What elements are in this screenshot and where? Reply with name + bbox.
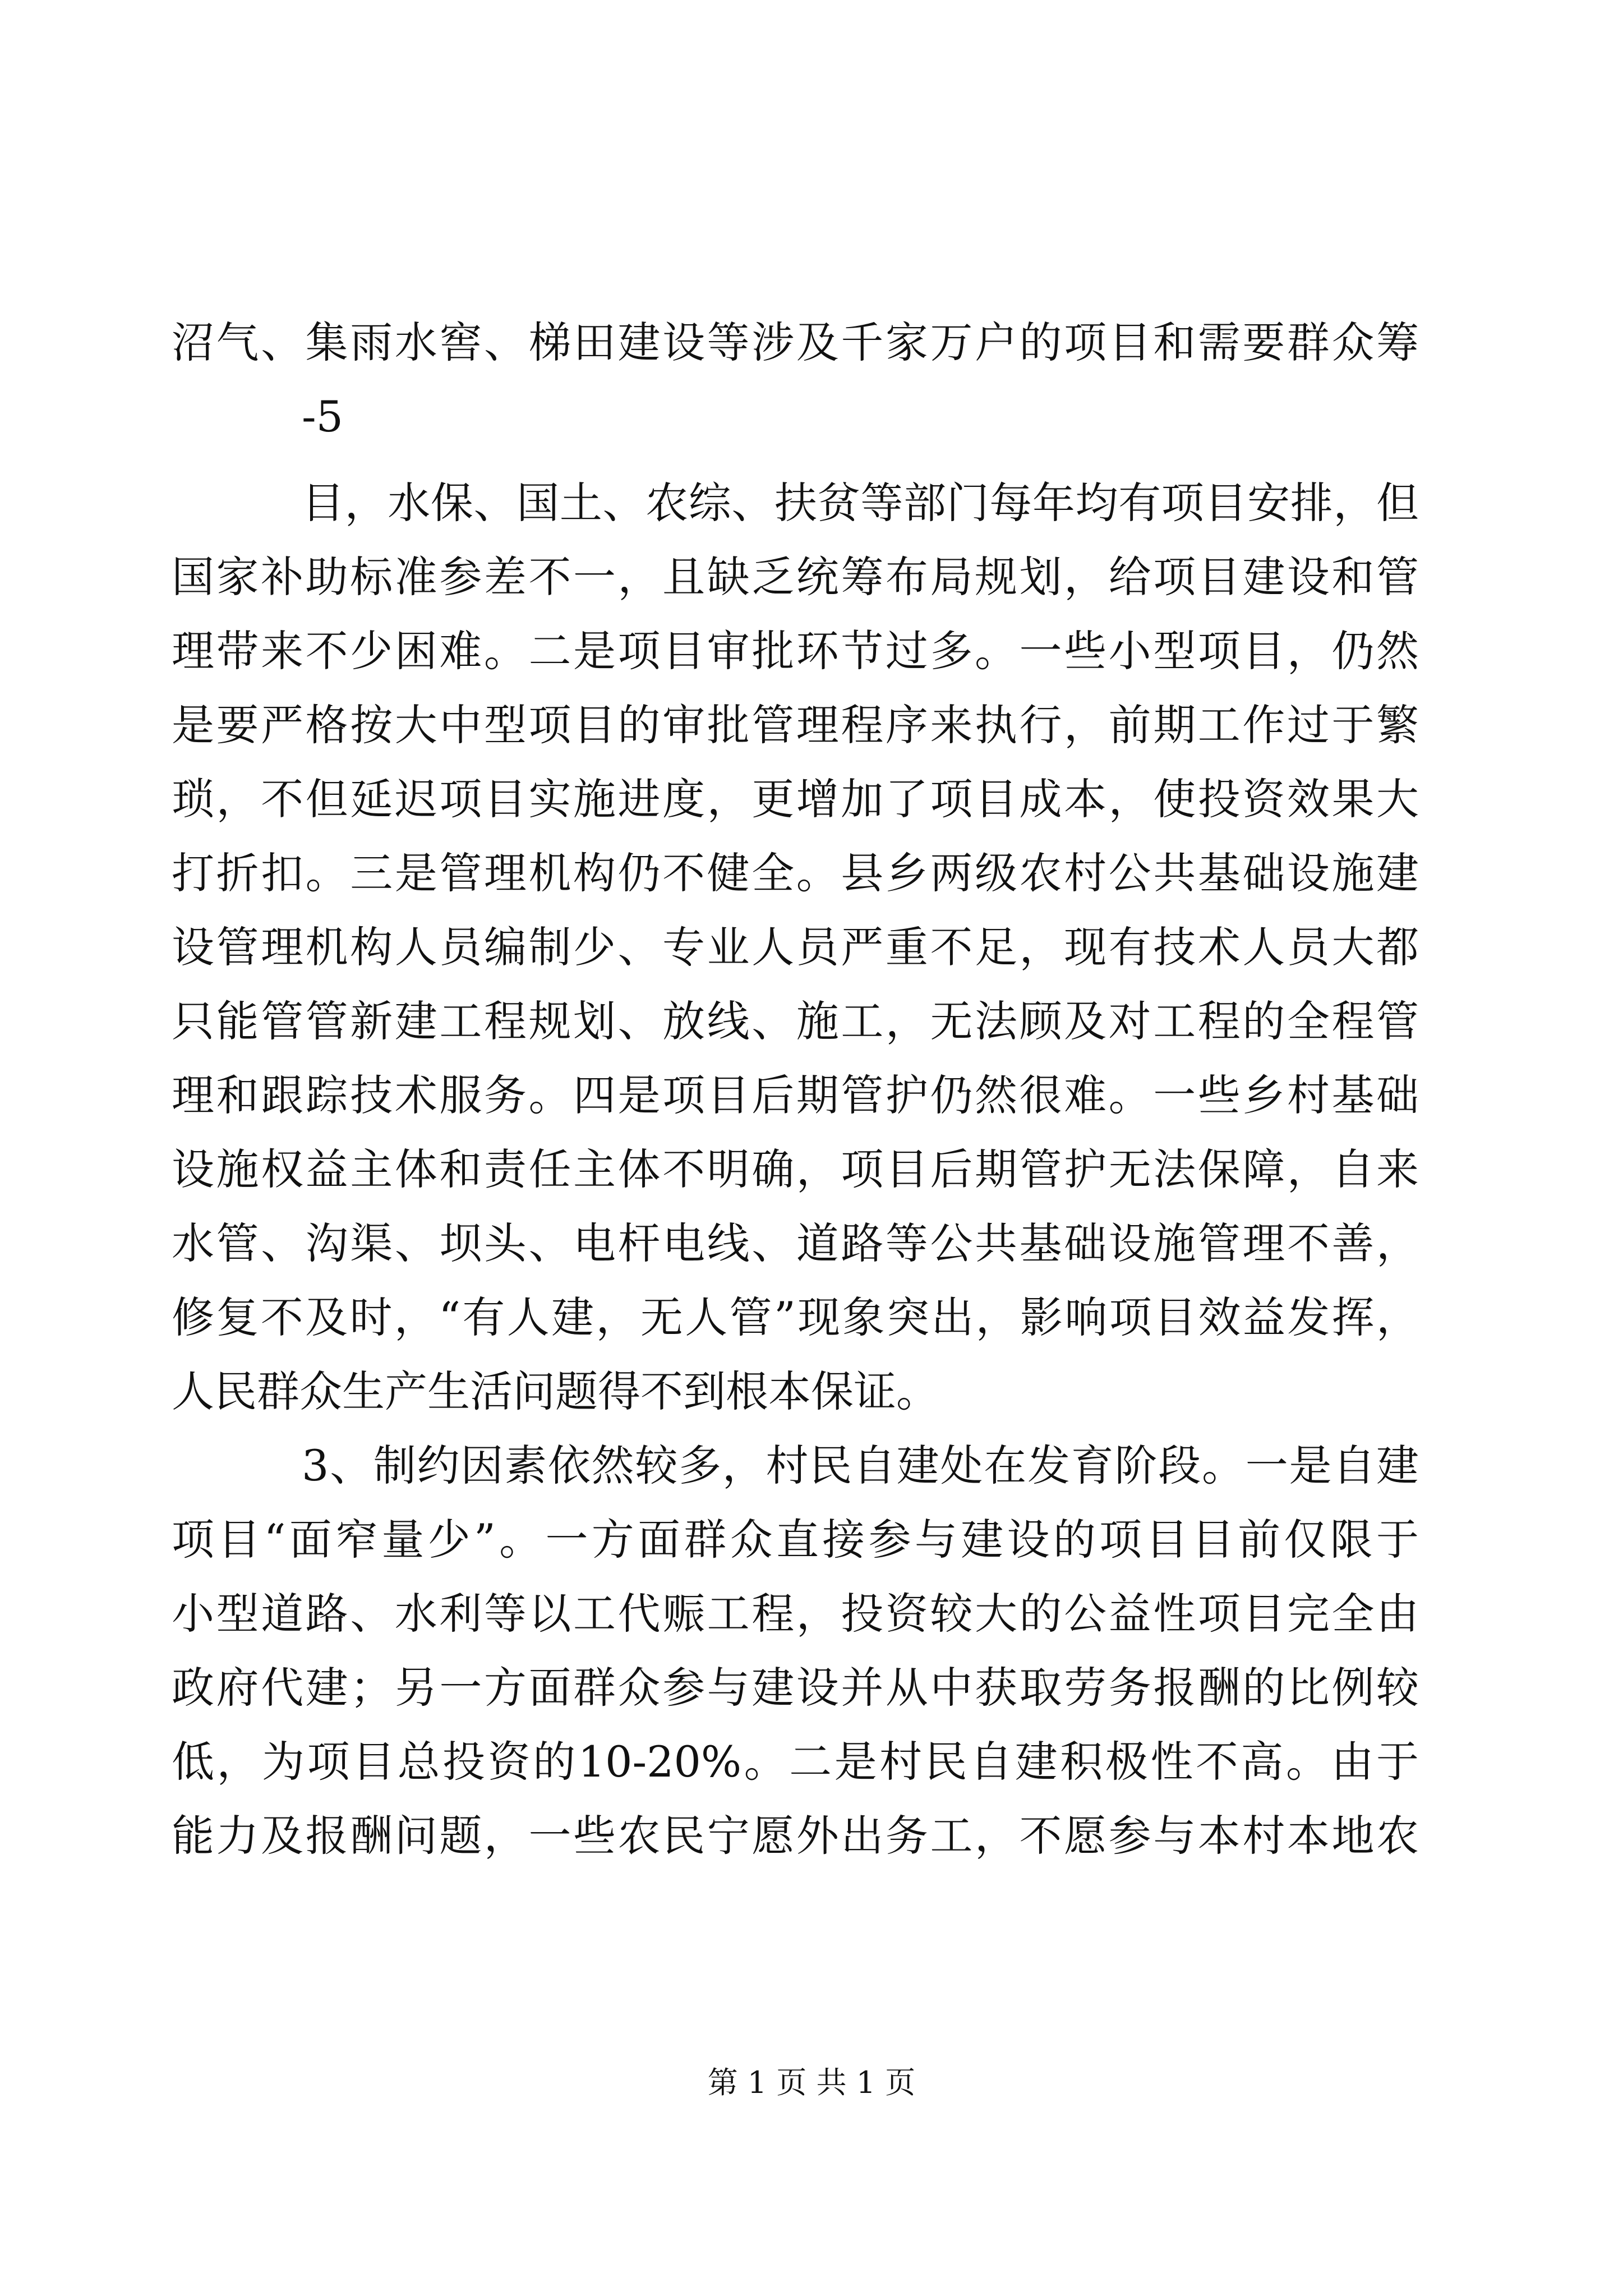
text-line: 只能管管新建工程规划、放线、施工，无法顾及对工程的全程管 xyxy=(172,996,1419,1046)
text-line: 打折扣。三是管理机构仍不健全。县乡两级农村公共基础设施建 xyxy=(172,848,1419,898)
text-line: 修复不及时，“有人建，无人管”现象突出，影响项目效益发挥， xyxy=(172,1292,1419,1342)
text-line: 小型道路、水利等以工代赈工程，投资较大的公益性项目完全由 xyxy=(172,1589,1419,1639)
text-line: 理和跟踪技术服务。四是项目后期管护仍然很难。一些乡村基础 xyxy=(172,1070,1419,1120)
text-line: 设施权益主体和责任主体不明确，项目后期管护无法保障，自来 xyxy=(172,1144,1419,1194)
text-line: 能力及报酬问题，一些农民宁愿外出务工，不愿参与本村本地农 xyxy=(172,1811,1419,1861)
text-line: 人民群众生产生活问题得不到根本保证。 xyxy=(172,1366,939,1416)
text-line: 是要严格按大中型项目的审批管理程序来执行，前期工作过于繁 xyxy=(172,700,1419,750)
paragraph-1 xyxy=(172,466,1419,1429)
page-footer xyxy=(0,2063,1623,2102)
page-reference: -5 xyxy=(302,392,344,441)
text-line: 琐，不但延迟项目实施进度，更增加了项目成本，使投资效果大 xyxy=(172,774,1419,824)
document-body xyxy=(172,306,1419,1873)
text-line: 目，水保、国土、农综、扶贫等部门每年均有项目安排，但 xyxy=(302,478,1419,528)
text-line: 3、制约因素依然较多，村民自建处在发育阶段。一是自建 xyxy=(302,1441,1419,1490)
text-line: 政府代建；另一方面群众参与建设并从中获取劳务报酬的比例较 xyxy=(172,1663,1419,1713)
paragraph-gap xyxy=(172,454,1419,466)
text-line: 国家补助标准参差不一，且缺乏统筹布局规划，给项目建设和管 xyxy=(172,552,1419,602)
paragraph-2 xyxy=(172,1429,1419,1873)
text-line: 低，为项目总投资的10-20%。二是村民自建积极性不高。由于 xyxy=(172,1737,1419,1787)
page-number-label: 第 1 页 共 1 页 xyxy=(707,2065,916,2100)
text-line: 项目“面窄量少”。一方面群众直接参与建设的项目目前仅限于 xyxy=(172,1515,1419,1565)
text-line: 设管理机构人员编制少、专业人员严重不足，现有技术人员大都 xyxy=(172,922,1419,972)
text-line: 理带来不少困难。二是项目审批环节过多。一些小型项目，仍然 xyxy=(172,626,1419,676)
text-line: 沼气、集雨水窖、梯田建设等涉及千家万户的项目和需要群众筹 xyxy=(172,318,1419,367)
text-line: 水管、沟渠、坝头、电杆电线、道路等公共基础设施管理不善， xyxy=(172,1218,1419,1268)
